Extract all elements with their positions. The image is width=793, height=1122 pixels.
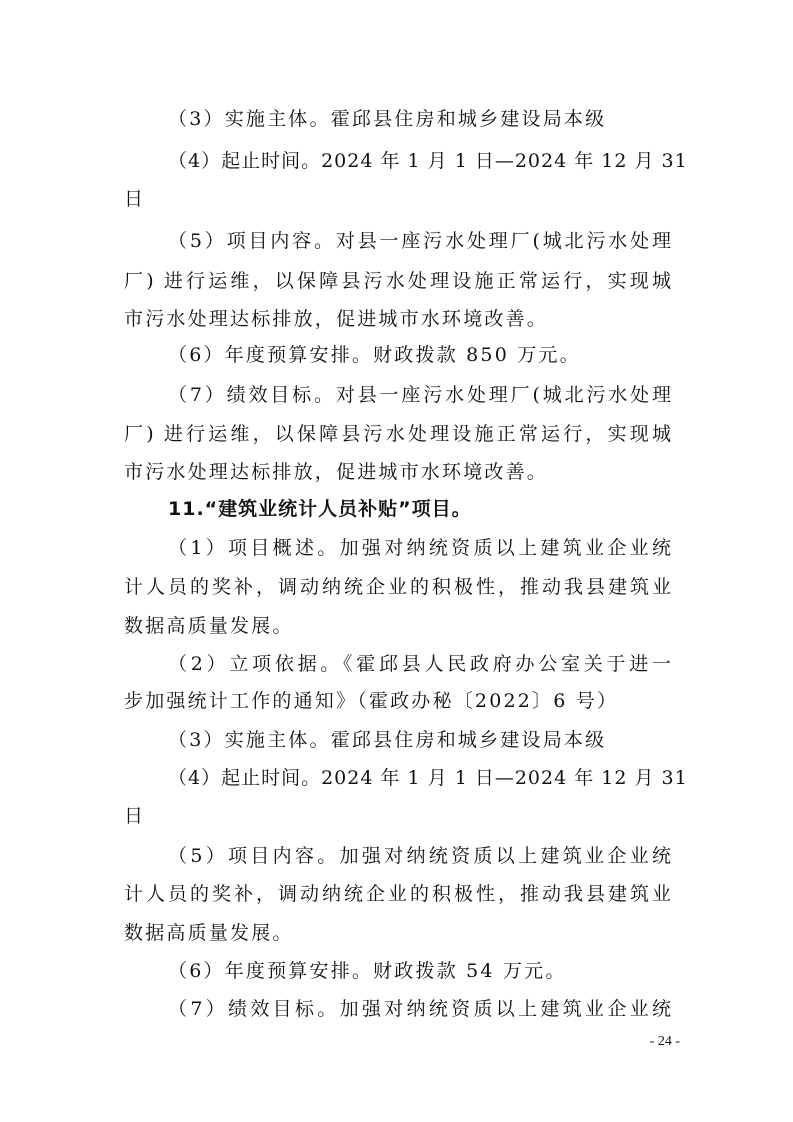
paragraph-line: 计人员的奖补，调动纳统企业的积极性，推动我县建筑业 xyxy=(124,576,672,598)
paragraph-line: （6）年度预算安排。财政拨款 850 万元。 xyxy=(168,344,581,366)
paragraph-line: 厂) 进行运维，以保障县污水处理设施正常运行，实现城 xyxy=(124,423,672,445)
paragraph-line: （3）实施主体。霍邱县住房和城乡建设局本级 xyxy=(168,108,607,130)
page-number: - 24 - xyxy=(649,1034,680,1049)
paragraph-line: 市污水处理达标排放，促进城市水环境改善。 xyxy=(124,308,549,330)
paragraph-line: （5）项目内容。对县一座污水处理厂(城北污水处理 xyxy=(168,230,672,252)
paragraph-line: 厂) 进行运维，以保障县污水处理设施正常运行，实现城 xyxy=(124,270,672,292)
paragraph-line: 数据高质量发展。 xyxy=(124,615,294,637)
paragraph-line: 市污水处理达标排放，促进城市水环境改善。 xyxy=(124,461,549,483)
paragraph-line: （7）绩效目标。加强对纳统资质以上建筑业企业统 xyxy=(168,998,672,1020)
paragraph-line: （4）起止时间。2024 年 1 月 1 日—2024 年 12 月 31 xyxy=(168,150,688,172)
section-heading: 11.“建筑业统计人员补贴”项目。 xyxy=(168,498,472,520)
paragraph-line: （2）立项依据。《霍邱县人民政府办公室关于进一 xyxy=(168,653,672,675)
paragraph-line: （4）起止时间。2024 年 1 月 1 日—2024 年 12 月 31 xyxy=(168,767,688,789)
paragraph-line: 日 xyxy=(124,805,146,827)
paragraph-line: 计人员的奖补，调动纳统企业的积极性，推动我县建筑业 xyxy=(124,883,672,905)
paragraph-line: （1）项目概述。加强对纳统资质以上建筑业企业统 xyxy=(168,537,672,559)
paragraph-line: （7）绩效目标。对县一座污水处理厂(城北污水处理 xyxy=(168,384,672,406)
paragraph-line: （5）项目内容。加强对纳统资质以上建筑业企业统 xyxy=(168,845,672,867)
paragraph-line: （6）年度预算安排。财政拨款 54 万元。 xyxy=(168,960,567,982)
paragraph-line: 数据高质量发展。 xyxy=(124,922,294,944)
paragraph-line: 日 xyxy=(124,188,146,210)
paragraph-line: （3）实施主体。霍邱县住房和城乡建设局本级 xyxy=(168,729,607,751)
paragraph-line: 步加强统计工作的通知》（霍政办秘〔2022〕6 号） xyxy=(124,690,619,712)
